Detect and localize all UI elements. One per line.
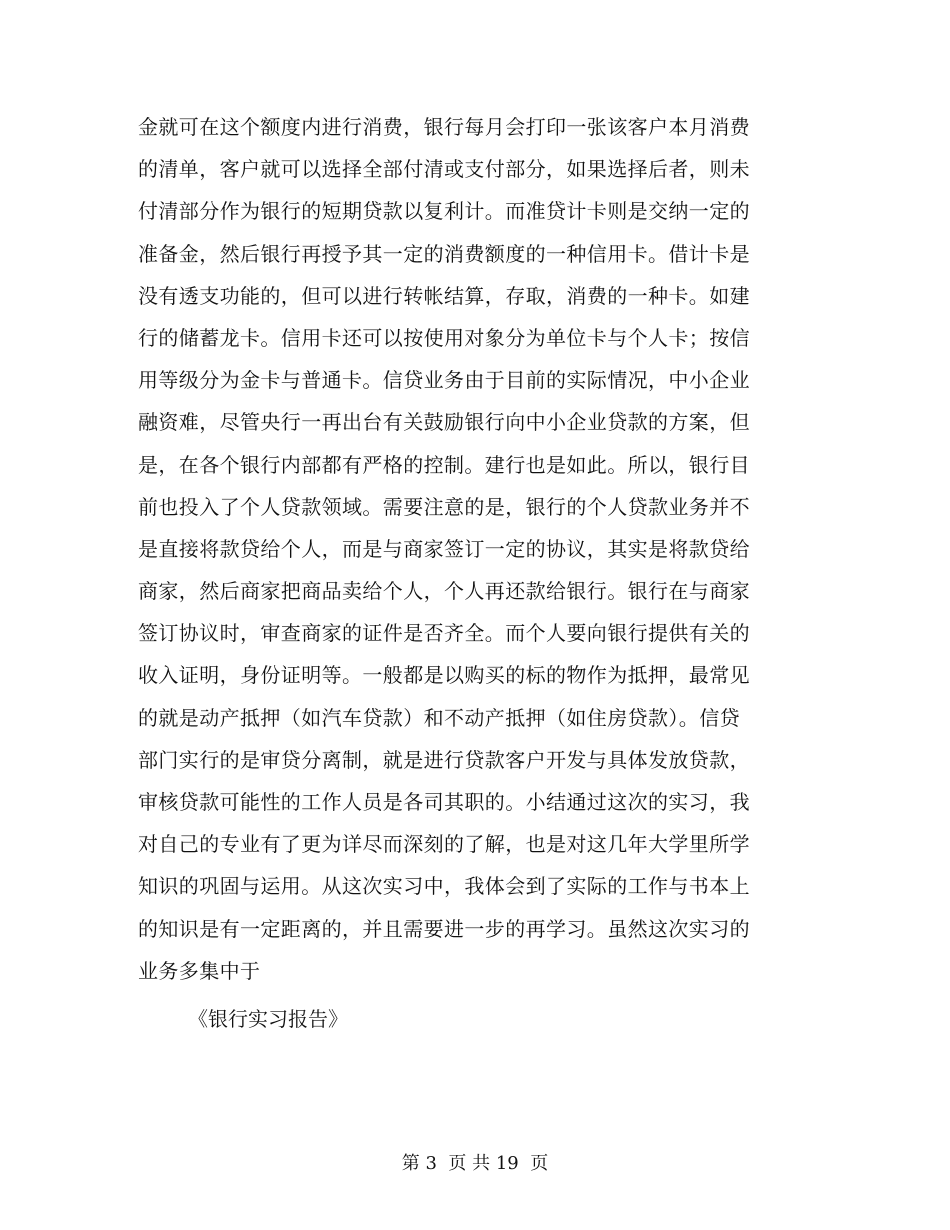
text-line: 收入证明，身份证明等。一般都是以购买的标的物作为抵押，最常见 bbox=[138, 663, 750, 688]
text-line: 行的储蓄龙卡。信用卡还可以按使用对象分为单位卡与个人卡；按信 bbox=[138, 325, 750, 350]
text-line: 的清单，客户就可以选择全部付清或支付部分，如果选择后者，则未 bbox=[138, 157, 750, 182]
text-line: 用等级分为金卡与普通卡。信贷业务由于目前的实际情况，中小企业 bbox=[138, 368, 750, 393]
text-line: 前也投入了个人贷款领域。需要注意的是，银行的个人贷款业务并不 bbox=[138, 494, 750, 519]
text-line: 审核贷款可能性的工作人员是各司其职的。小结通过这次的实习，我 bbox=[138, 790, 750, 814]
text-line: 签订协议时，审查商家的证件是否齐全。而个人要向银行提供有关的 bbox=[138, 621, 750, 646]
text-line: 是直接将款贷给个人，而是与商家签订一定的协议，其实是将款贷给 bbox=[138, 536, 750, 561]
text-line: 的就是动产抵押（如汽车贷款）和不动产抵押（如住房贷款）。信贷 bbox=[138, 705, 740, 730]
page-number-footer: 第 3 页 共 19 页 bbox=[401, 1153, 549, 1174]
document-title: 《银行实习报告》 bbox=[188, 1007, 348, 1031]
text-line: 准备金，然后银行再授予其一定的消费额度的一种信用卡。借计卡是 bbox=[138, 241, 750, 266]
text-line: 付清部分作为银行的短期贷款以复利计。而准贷计卡则是交纳一定的 bbox=[138, 199, 750, 224]
text-line: 业务多集中于 bbox=[138, 958, 261, 983]
text-line: 知识的巩固与运用。从这次实习中，我体会到了实际的工作与书本上 bbox=[138, 874, 750, 899]
text-line: 没有透支功能的，但可以进行转帐结算，存取，消费的一种卡。如建 bbox=[138, 283, 750, 308]
text-line: 对自己的专业有了更为详尽而深刻的了解，也是对这几年大学里所学 bbox=[138, 832, 750, 857]
text-line: 金就可在这个额度内进行消费，银行每月会打印一张该客户本月消费 bbox=[138, 115, 750, 139]
text-line: 的知识是有一定距离的，并且需要进一步的再学习。虽然这次实习的 bbox=[138, 916, 750, 941]
text-line: 商家，然后商家把商品卖给个人，个人再还款给银行。银行在与商家 bbox=[138, 579, 750, 604]
text-line: 融资难，尽管央行一再出台有关鼓励银行向中小企业贷款的方案，但 bbox=[138, 410, 750, 435]
body-paragraph bbox=[138, 106, 768, 992]
text-line: 部门实行的是审贷分离制，就是进行贷款客户开发与具体发放贷款， bbox=[138, 747, 750, 772]
text-line: 是，在各个银行内部都有严格的控制。建行也是如此。所以，银行目 bbox=[138, 452, 750, 477]
